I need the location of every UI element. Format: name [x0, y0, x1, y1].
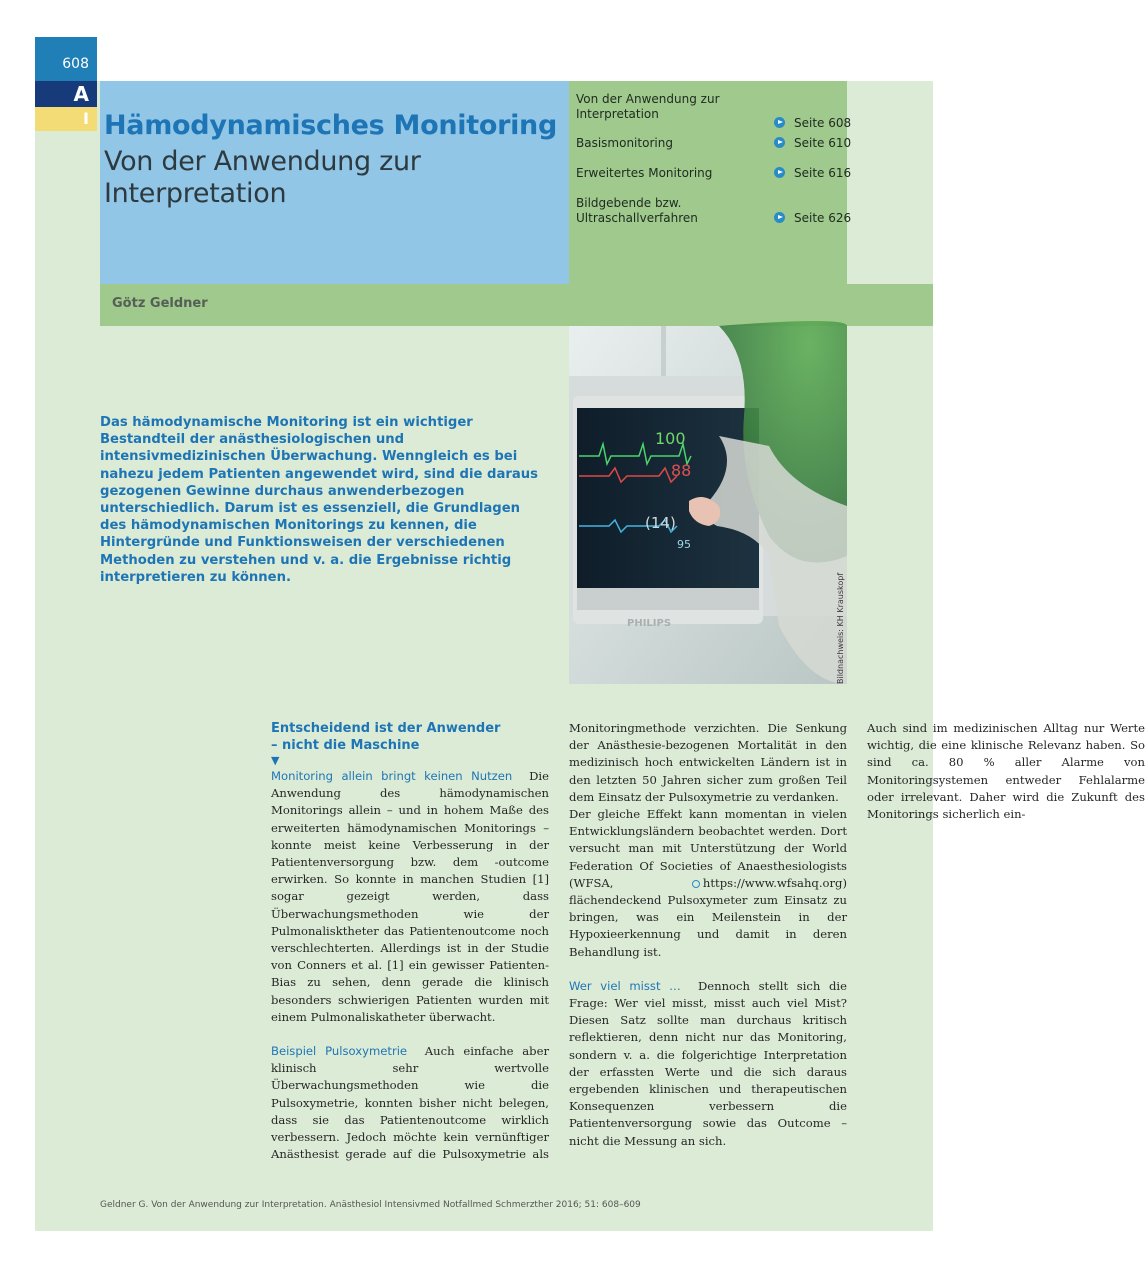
author-bar [100, 284, 933, 326]
paragraph-wer-viel-misst [569, 978, 847, 1150]
svg-text:100: 100 [655, 429, 686, 448]
section-heading: Entscheidend ist der Anwender – nicht die Maschine [271, 721, 501, 753]
table-of-contents [569, 81, 852, 284]
toc-item-label: Erweitertes Monitoring [576, 166, 713, 180]
run-in-heading: Monitoring allein bringt keinen Nutzen [271, 769, 513, 783]
monitor-photo [569, 326, 847, 684]
citation-footer: Geldner G. Von der Anwendung zur Interpretation. Anästhesiol Intensivmed Notfallmed Schmerzther 2016; 51: 608–609 [100, 1200, 641, 1210]
photo-credit: Bildnachweis: KH Krauskopf [836, 572, 845, 684]
page-number: 608 [62, 56, 89, 72]
svg-text:88: 88 [671, 461, 692, 480]
arrow-right-icon [774, 212, 785, 223]
paragraph-alarme: Auch sind im medizinischen Alltag nur Werte wichtig, die eine klinische Relevanz haben. So sind ca. 80 % aller Alarme von Monitoringsystemen entweder Fehlalarme oder irrelevant. Daher wird die Zukunft des Monitorings sicherlich ein- [867, 721, 1145, 822]
abstract: Das hämodynamische Monitoring ist ein wichtiger Bestandteil der anästhesiologischen und intensivmedizinischen Überwachung. Wenngleich es bei nahezu jedem Patienten angewendet wird, sind die daraus gezogenen Gewinne durchaus anwenderbezogen unterschiedlich. Darum ist es essenziell, die Grundlagen des hämodynamischen Monitorings zu kennen, die Hintergründe und Funktionsweisen der verschiedenen Methoden zu verstehen und v. a. die Ergebnisse richtig interpretieren zu können. [100, 415, 539, 585]
svg-text:95: 95 [677, 538, 691, 551]
page-title: Hämodynamisches Monitoring [104, 110, 558, 141]
arrow-right-icon [774, 137, 785, 148]
run-in-heading: Wer viel misst … [569, 978, 681, 993]
paragraph-spacer [569, 961, 847, 978]
toc-item-label: Bildgebende bzw. Ultraschallverfahren [576, 196, 698, 225]
toc-item-label: Basismonitoring [576, 136, 673, 150]
paragraph-wfsa [569, 806, 847, 961]
arrow-right-icon [774, 167, 785, 178]
page-number-tab [35, 37, 97, 81]
toc-item-page: Seite 610 [794, 136, 852, 150]
body-column-left [271, 720, 1145, 1165]
section-tab [35, 81, 97, 107]
paragraph-text: Die Anwendung des hämodynamischen Monitorings allein – und in hohem Maße des erweiterten hämodynamischen Monitorings – konnte meist keine Verbesserung in der Patientenversorgung bzw. dem -outcome erwirken. So konnte in manchen Studien [1] sogar gezeigt werden, dass Überwachungsmethoden wie der Pulmonalisktheter das Patientenoutcome noch verschlechterten. Allerdings ist in der Studie von Conners et al. [1] ein gewisser Patienten-Bias zu sehen, denn gerade die klinisch besonders schwierigen Patienten wurden mit einem Pulmonaliskatheter überwacht. [271, 769, 549, 1024]
toc-item-page: Seite 608 [794, 116, 852, 130]
svg-text:(14): (14) [645, 514, 676, 532]
toc-item-page: Seite 626 [794, 211, 852, 225]
paragraph-spacer [271, 1026, 549, 1043]
author-name: Götz Geldner [112, 296, 208, 311]
paragraph-monitoring [271, 768, 549, 1026]
paragraph-text: Auch einfache aber klinisch sehr wertvolle Überwachungsmethoden wie die Pulsoxymetrie, konnten bisher nicht belegen, dass sie das Patientenoutcome wirklich verbessern. Jedoch möchte kein vernünftiger Anästhesist gerade auf die Pulsoxymetrie als Monitoringmethode verzichten. Die Senkung der Anästhesie-bezogenen Mortalität in den medizinisch hoch entwickelten Ländern ist in den letzten 50 Jahren sicher zum großen Teil dem Einsatz der Pulsoxymetrie zu verdanken. [271, 721, 847, 1162]
toc-item-page: Seite 616 [794, 166, 852, 180]
subsection-numeral: I [83, 109, 89, 128]
paragraph-text: flächendeckend Pulsoxymeter zum Einsatz zu bringen, was ein Meilenstein in der Hypoxieerkennung und damit in deren Behandlung ist. [569, 893, 847, 959]
toc-item-label: Von der Anwendung zur Interpretation [576, 92, 720, 121]
page-subtitle: Von der Anwendung zur Interpretation [104, 146, 421, 209]
subsection-tab [35, 107, 97, 131]
triangle-down-icon: ▼ [271, 754, 280, 767]
run-in-heading: Beispiel Pulsoxymetrie [271, 1044, 408, 1059]
wfsa-link[interactable]: https://www.wfsahq.org) [702, 875, 847, 890]
photo-brand-label: PHILIPS [627, 618, 672, 629]
external-link-icon [692, 880, 700, 888]
section-letter: A [73, 82, 89, 106]
paragraph-text: Der gleiche Effekt kann momentan in vielen Entwicklungsländern beobachtet werden. Dort versucht man mit Unterstützung der World Federation Of Societies of Anaesthesiologists (WFSA, [569, 807, 847, 890]
monitor-photo-illustration [569, 326, 847, 684]
paragraph-text: Dennoch stellt sich die Frage: Wer viel misst, misst auch viel Mist? Diesen Satz sollte man durchaus kritisch reflektieren, denn nicht nur das Monitoring, sondern v. a. die folgerichtige Interpretation der erfassten Werte und die sich daraus ergebenden klinischen und therapeutischen Konsequenzen verbessern die Patientenversorgung sowie das Outcome – nicht die Messung an sich. [569, 978, 847, 1148]
arrow-right-icon [774, 117, 785, 128]
